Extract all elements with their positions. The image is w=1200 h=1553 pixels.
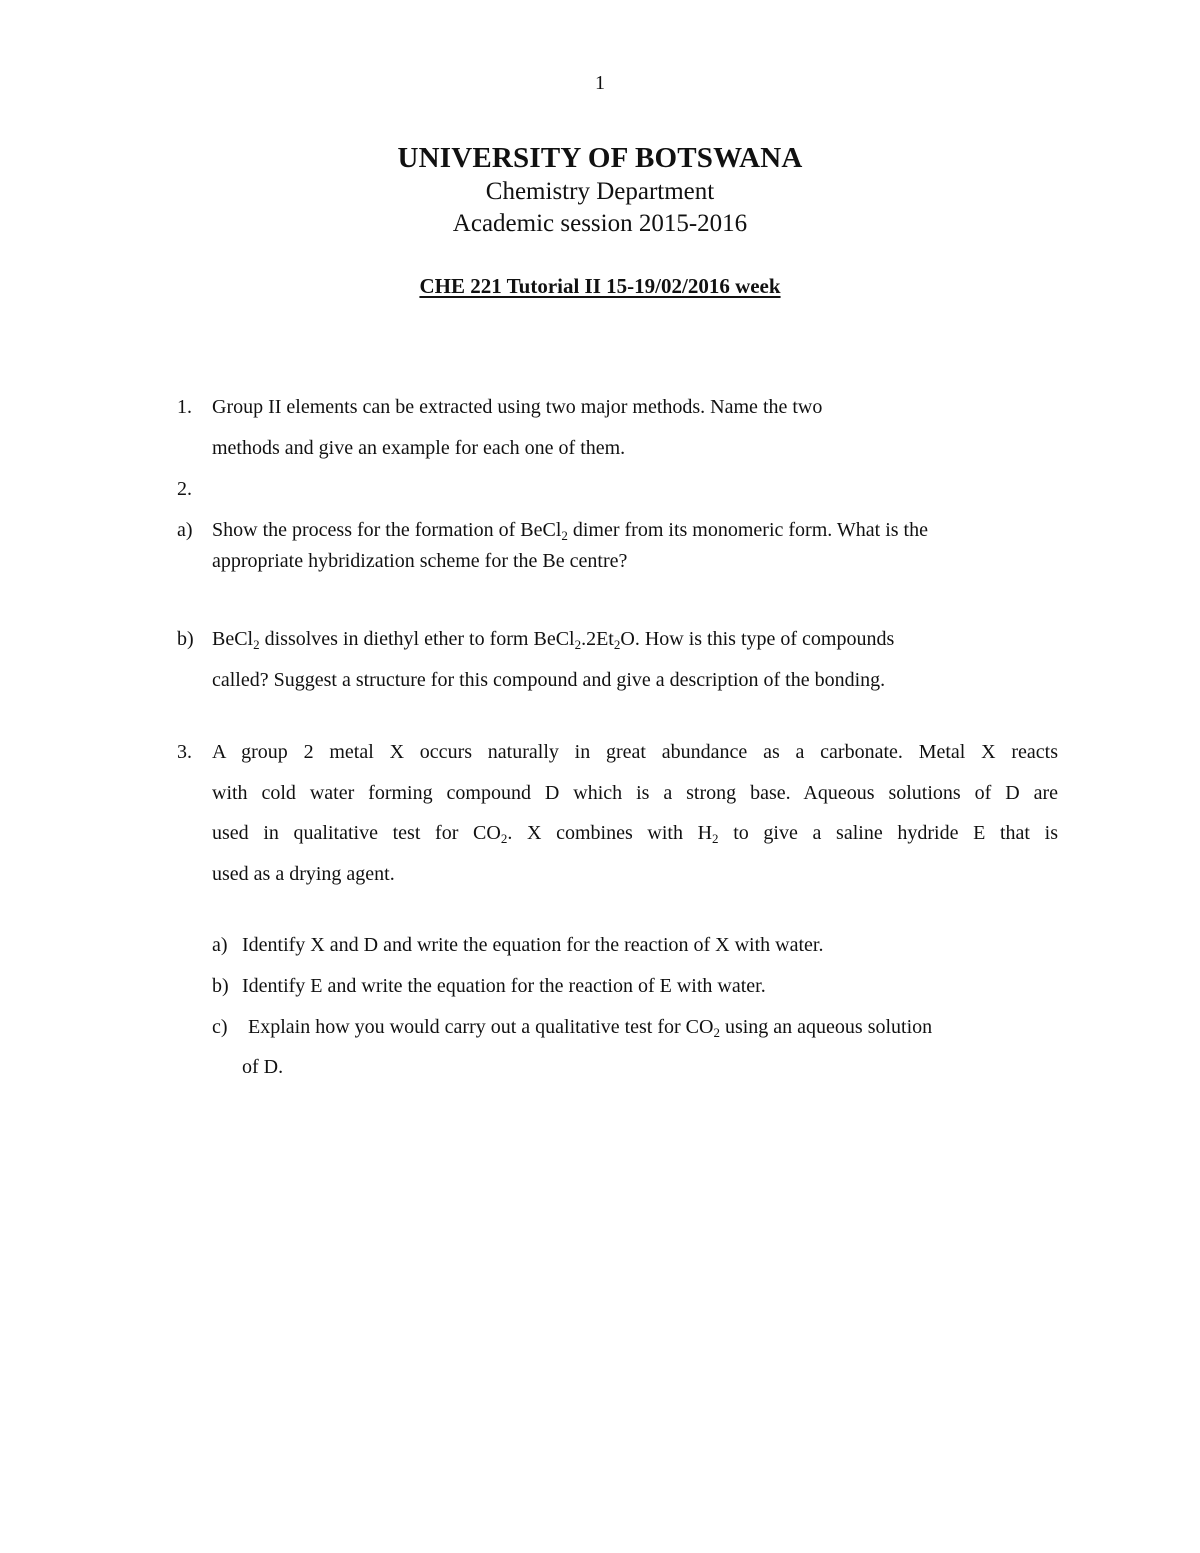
question-2-marker: 2. bbox=[177, 478, 192, 500]
subscript: 2 bbox=[500, 831, 508, 846]
subscript: 2 bbox=[712, 831, 719, 846]
question-3-line-2: with cold water forming compound D which is a strong base. Aqueous solutions of D are bbox=[212, 782, 1058, 804]
subscript: 2 bbox=[253, 637, 260, 652]
question-2a-line-2: appropriate hybridization scheme for the Be centre? bbox=[212, 550, 628, 572]
question-1-line-2: methods and give an example for each one of them. bbox=[212, 437, 626, 459]
question-1-line-1: Group II elements can be extracted using two major methods. Name the two bbox=[212, 396, 823, 418]
question-3b-marker: b) bbox=[212, 975, 229, 997]
question-2b-text-part: dissolves in diethyl ether to form BeCl bbox=[259, 628, 575, 650]
question-3-line-1: A group 2 metal X occurs naturally in great abundance as a carbonate. Metal X reacts bbox=[212, 741, 1058, 763]
question-2a-marker: a) bbox=[177, 519, 193, 541]
question-2a-text-part: dimer from its monomeric form. What is the bbox=[567, 519, 928, 541]
question-3-text-part: used in qualitative test for CO bbox=[212, 822, 501, 844]
department-name: Chemistry Department bbox=[485, 178, 715, 205]
question-3-text-part: to give a saline hydride E that is bbox=[718, 822, 1058, 844]
question-2b-text-part: O. How is this type of compounds bbox=[620, 628, 895, 650]
academic-session: Academic session 2015-2016 bbox=[452, 210, 748, 237]
subscript: 2 bbox=[561, 528, 568, 543]
question-3-text-part: . X combines with H bbox=[507, 822, 713, 844]
question-2a-line-1 bbox=[212, 519, 928, 542]
page-number: 1 bbox=[595, 72, 605, 94]
question-2b-text-part: BeCl bbox=[212, 628, 254, 650]
question-2b-line-1 bbox=[212, 628, 894, 651]
question-1-marker: 1. bbox=[177, 396, 192, 418]
question-2b-line-2: called? Suggest a structure for this compound and give a description of the bonding. bbox=[212, 669, 886, 691]
question-3a-marker: a) bbox=[212, 934, 228, 956]
subscript: 2 bbox=[713, 1025, 720, 1040]
question-3-line-4: used as a drying agent. bbox=[212, 863, 395, 885]
subscript: 2 bbox=[613, 637, 621, 652]
question-3b-text: Identify E and write the equation for the reaction of E with water. bbox=[242, 975, 766, 997]
question-3c-text-part: using an aqueous solution bbox=[719, 1016, 933, 1038]
question-3-marker: 3. bbox=[177, 741, 192, 763]
question-2b-text-part: .2Et bbox=[581, 628, 614, 650]
question-3c-marker: c) bbox=[212, 1016, 228, 1038]
question-2a-text-part: Show the process for the formation of BeCl bbox=[212, 519, 562, 541]
question-3c-line-1 bbox=[248, 1016, 932, 1039]
question-3a-text: Identify X and D and write the equation for the reaction of X with water. bbox=[242, 934, 824, 956]
university-name: UNIVERSITY OF BOTSWANA bbox=[397, 142, 803, 174]
question-3c-text-part: Explain how you would carry out a qualitative test for CO bbox=[248, 1016, 714, 1038]
question-3-line-3 bbox=[212, 822, 1058, 845]
question-3c-line-2: of D. bbox=[242, 1056, 284, 1078]
question-2b-marker: b) bbox=[177, 628, 194, 650]
tutorial-title: CHE 221 Tutorial II 15-19/02/2016 week bbox=[419, 274, 781, 298]
subscript: 2 bbox=[574, 637, 582, 652]
